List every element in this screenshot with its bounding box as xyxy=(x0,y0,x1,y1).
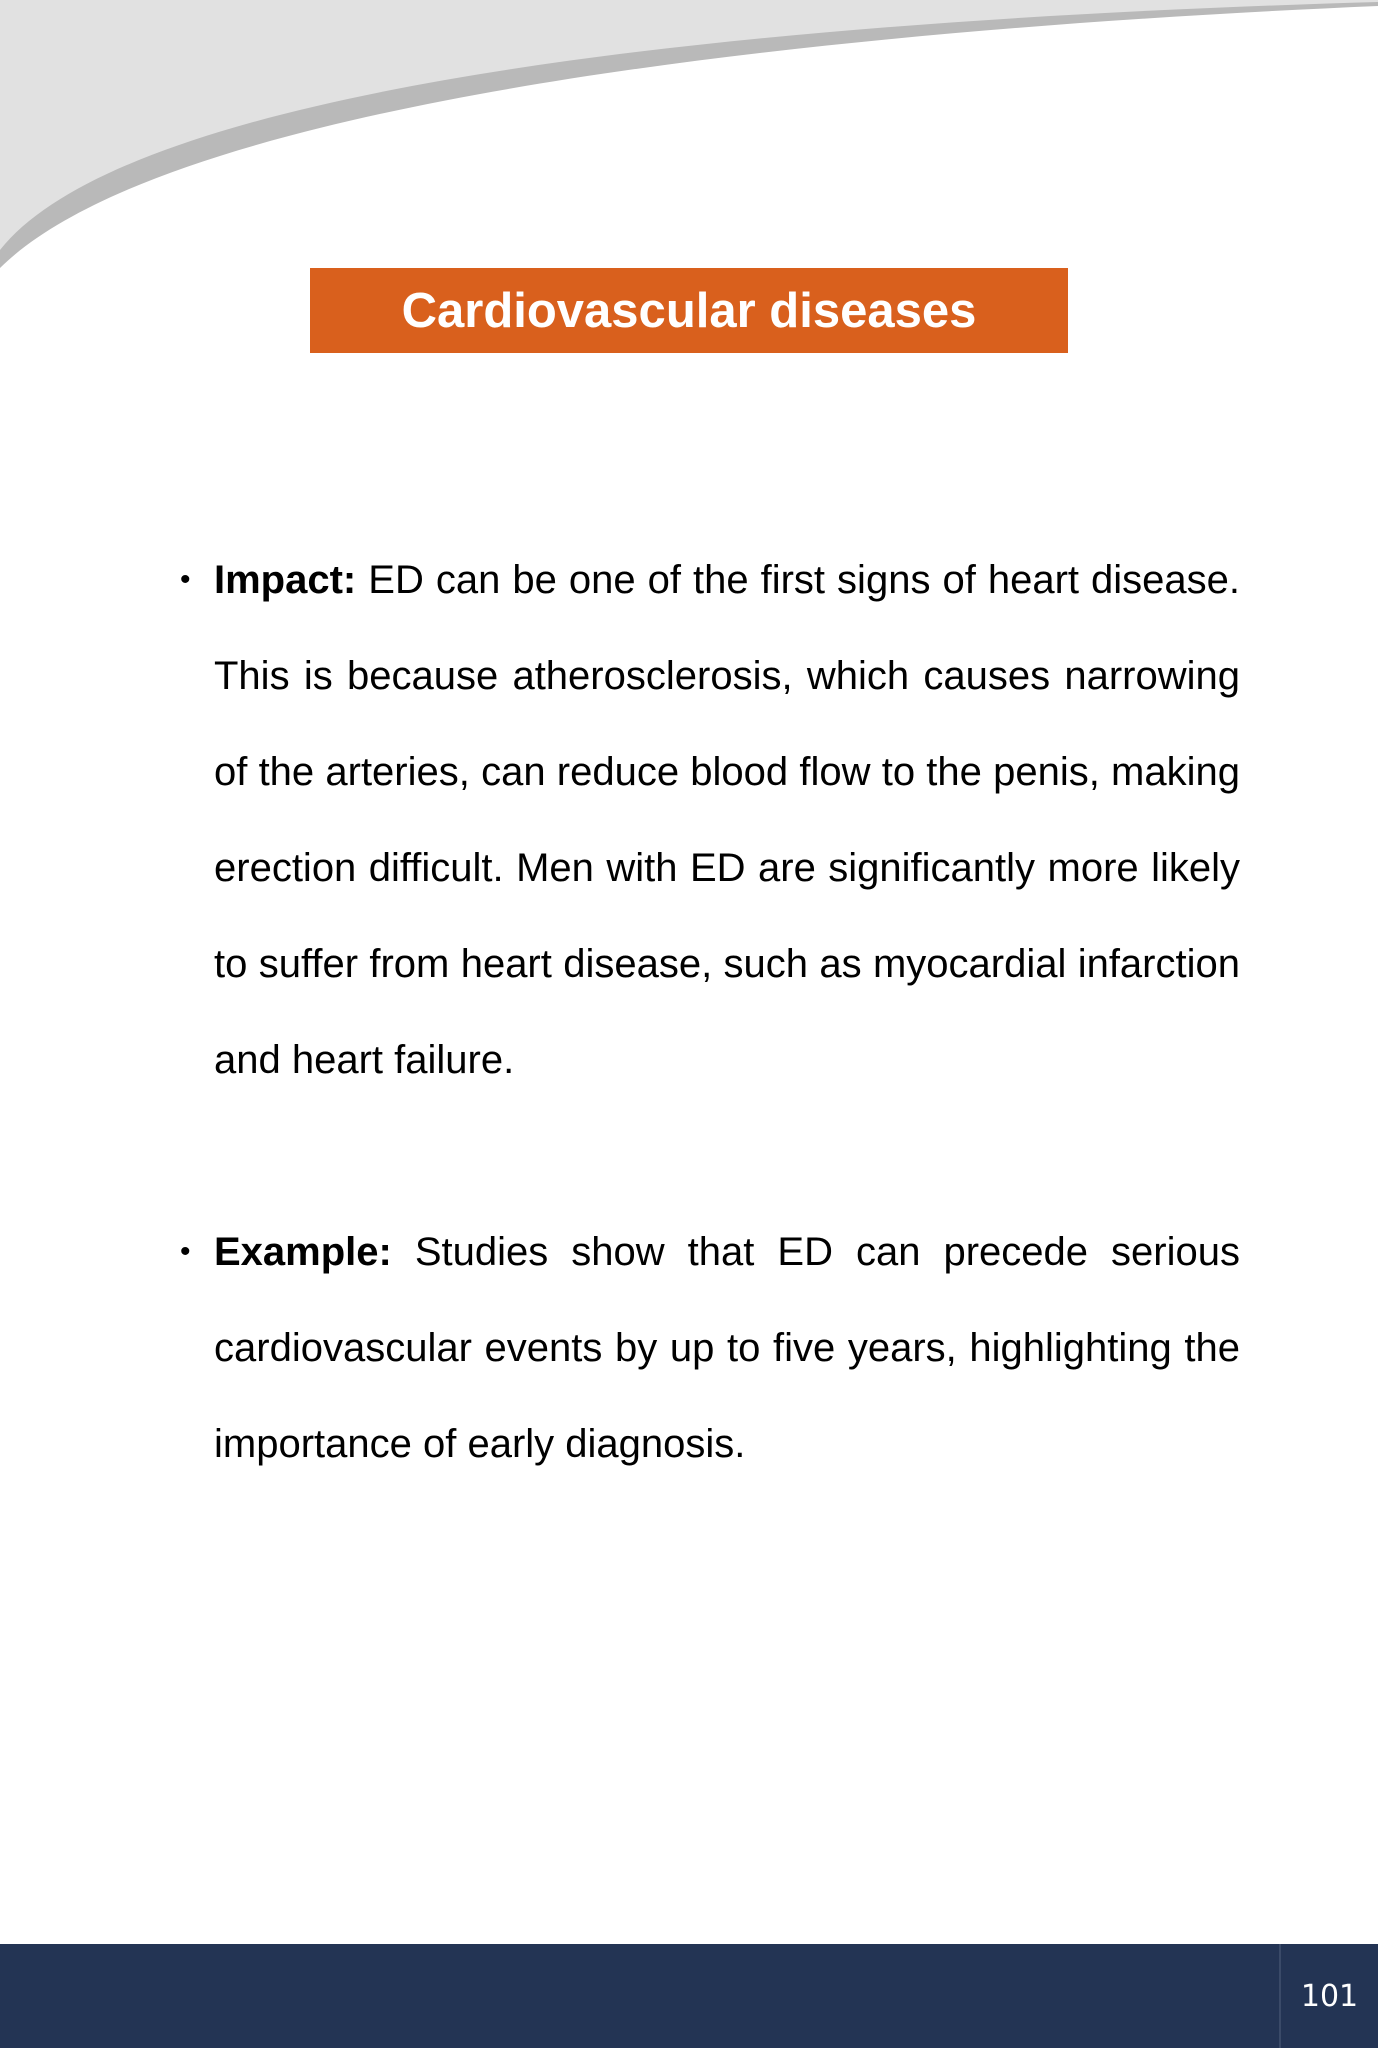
bullet-item-impact xyxy=(176,532,1240,1108)
bullet-term: Example: xyxy=(214,1230,392,1274)
bullet-dot-icon: • xyxy=(180,1235,191,1268)
bullet-text: ED can be one of the first signs of heart disease. This is because atherosclerosis, which causes narrowing of the arteries, can reduce blood flow to the penis, making erection difficult. Men with ED are significantly more likely to suffer from heart disease, such as myocardial infarction and heart failure. xyxy=(214,558,1240,1082)
decorative-swoosh xyxy=(0,0,1378,300)
page-number: 101 xyxy=(1279,1944,1378,2048)
bullet-text: Studies show that ED can precede serious cardiovascular events by up to five years, highlighting the importance of early diagnosis. xyxy=(214,1230,1240,1466)
bullet-item-example xyxy=(176,1204,1240,1492)
bullet-dot-icon: • xyxy=(180,563,191,596)
bullet-list xyxy=(176,532,1240,1492)
bullet-term: Impact: xyxy=(214,558,357,602)
footer-bar xyxy=(0,1944,1378,2048)
page-title: Cardiovascular diseases xyxy=(310,268,1068,353)
